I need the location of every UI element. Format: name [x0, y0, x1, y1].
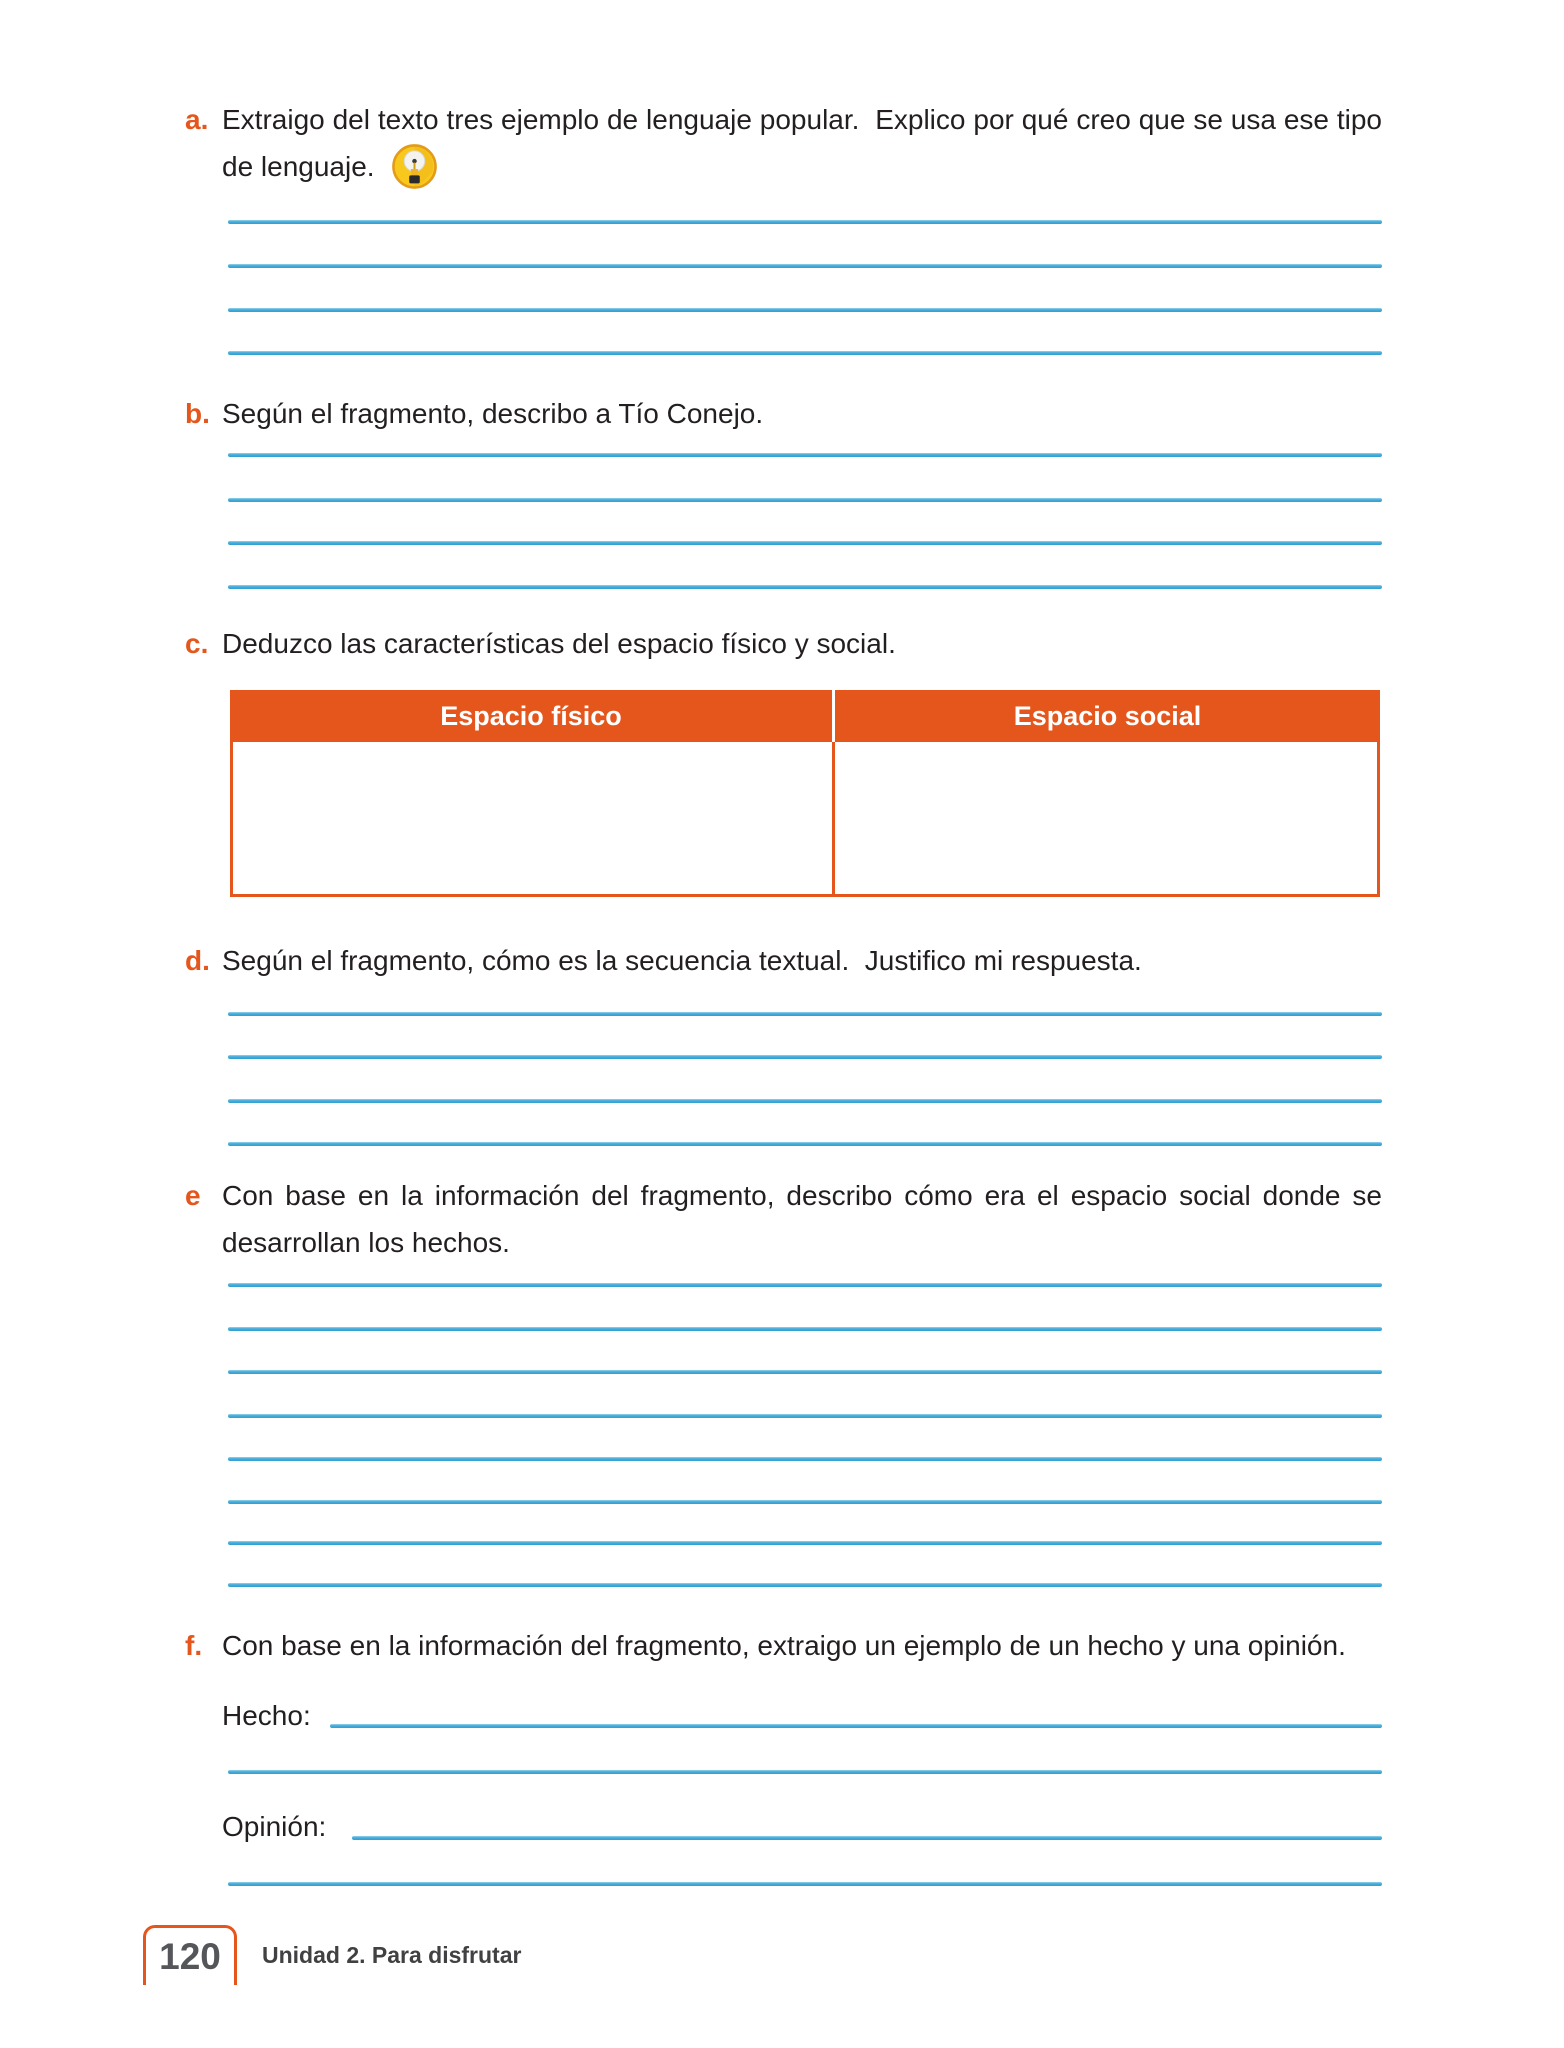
table-cell-espacio-social	[835, 742, 1377, 894]
exercise-item-f	[185, 1622, 1382, 1669]
answer-line	[228, 308, 1382, 312]
item-f-letter: f.	[185, 1630, 203, 1661]
answer-line	[228, 1055, 1382, 1059]
item-d-letter: d.	[185, 945, 210, 976]
espacio-table	[230, 690, 1380, 897]
opinion-label: Opinión:	[222, 1811, 327, 1842]
item-e-text: Con base en la información del fragmento, describo cómo era el espacio social donde se desarrollan los hechos.	[222, 1180, 1390, 1258]
exercise-item-d	[185, 937, 1382, 984]
hecho-answer-line	[330, 1724, 1382, 1728]
opinion-answer-line	[352, 1836, 1382, 1840]
hecho-label: Hecho:	[222, 1700, 311, 1731]
page-number: 120	[159, 1935, 221, 1977]
answer-line	[228, 1583, 1382, 1587]
answer-line	[228, 1327, 1382, 1331]
table-header-espacio-fisico: Espacio físico	[230, 690, 835, 742]
item-a-text: Extraigo del texto tres ejemplo de lenguaje popular. Explico por qué creo que se usa ese tipo de lenguaje.	[222, 104, 1390, 182]
answer-line	[228, 1012, 1382, 1016]
footer-unit-label: Unidad 2. Para disfrutar	[262, 1941, 522, 1968]
answer-line	[228, 220, 1382, 224]
answer-line	[228, 1541, 1382, 1545]
answer-line	[228, 498, 1382, 502]
item-f-text: Con base en la información del fragmento, extraigo un ejemplo de un hecho y una opinión.	[222, 1630, 1346, 1661]
table-cell-espacio-fisico	[233, 742, 835, 894]
answer-line	[228, 1882, 1382, 1886]
answer-line	[228, 1099, 1382, 1103]
item-a-text-block	[222, 96, 1390, 190]
item-c-text: Deduzco las características del espacio físico y social.	[222, 628, 896, 659]
answer-line	[228, 351, 1382, 355]
espacio-table-body-row	[230, 742, 1380, 897]
item-b-letter: b.	[185, 398, 210, 429]
answer-line	[228, 1414, 1382, 1418]
lightbulb-icon	[391, 143, 438, 190]
answer-line	[228, 1770, 1382, 1774]
page-number-box	[143, 1925, 237, 1985]
item-d-text: Según el fragmento, cómo es la secuencia textual. Justifico mi respuesta.	[222, 945, 1142, 976]
answer-line	[228, 1142, 1382, 1146]
answer-line	[228, 1370, 1382, 1374]
answer-line	[228, 541, 1382, 545]
espacio-table-header-row	[230, 690, 1380, 742]
exercise-item-c	[185, 620, 1382, 667]
answer-line	[228, 585, 1382, 589]
item-a-letter: a.	[185, 104, 209, 135]
table-header-espacio-social: Espacio social	[1013, 700, 1202, 731]
answer-line	[228, 1457, 1382, 1461]
answer-line	[228, 453, 1382, 457]
exercise-item-a	[185, 96, 1390, 190]
answer-line	[228, 1500, 1382, 1504]
answer-line	[228, 1283, 1382, 1287]
item-b-text: Según el fragmento, describo a Tío Conejo.	[222, 398, 764, 429]
exercise-item-b	[185, 390, 1382, 437]
item-c-letter: c.	[185, 628, 209, 659]
answer-line	[228, 264, 1382, 268]
exercise-item-e	[185, 1172, 1390, 1266]
item-e-letter: e	[185, 1180, 201, 1211]
